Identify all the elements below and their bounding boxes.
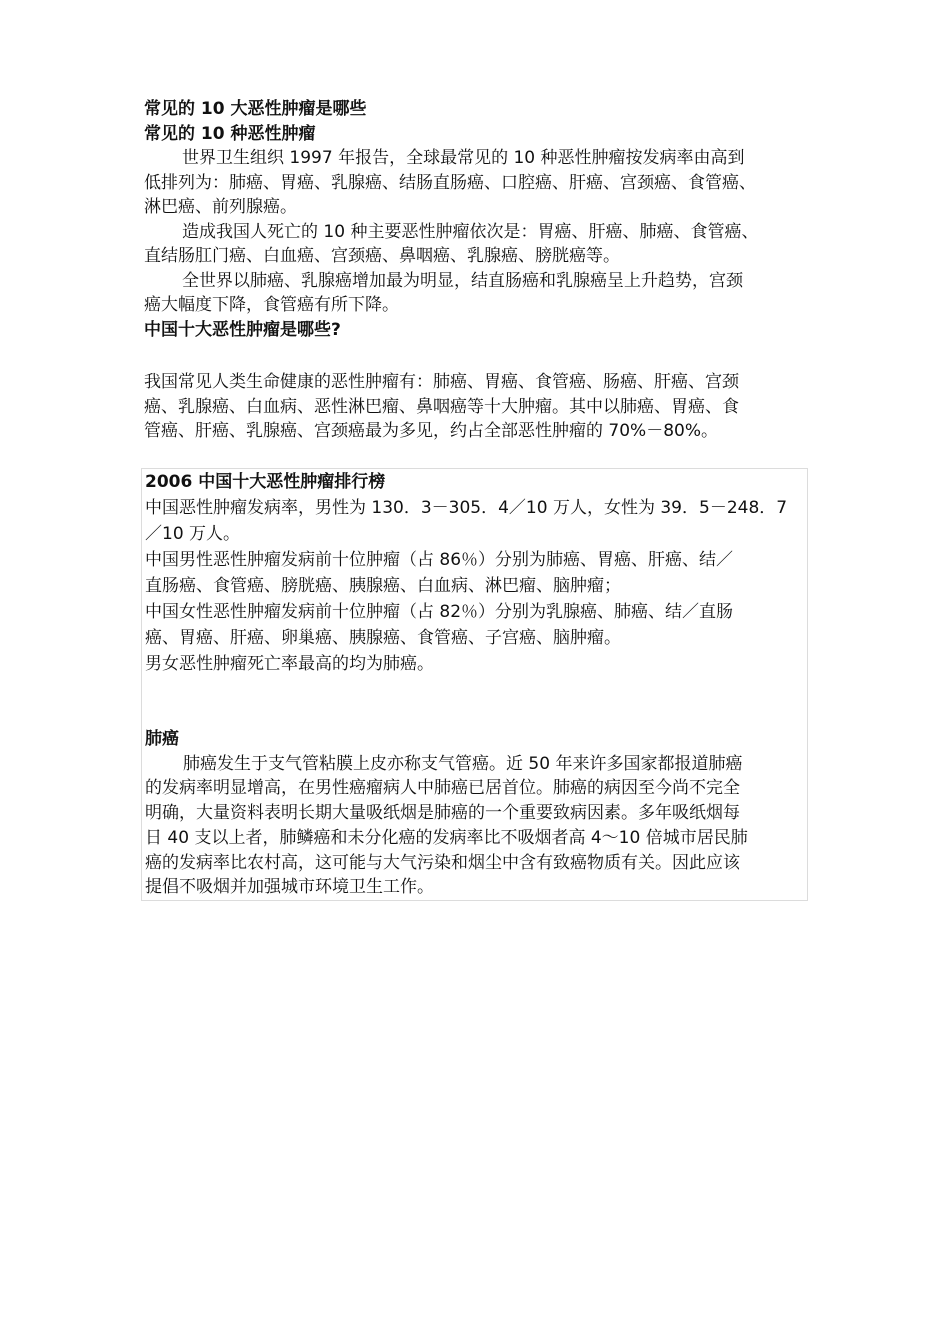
intro-section [144, 97, 824, 342]
document-subtitle: 常见的 10 种恶性肿瘤 [144, 123, 316, 144]
paragraph-line: 癌、乳腺癌、白血病、恶性淋巴瘤、鼻咽癌等十大肿瘤。其中以肺癌、胃癌、食 [144, 396, 739, 417]
paragraph-line: 淋巴癌、前列腺癌。 [144, 197, 297, 217]
ranking-line: 癌、胃癌、肝癌、卵巢癌、胰腺癌、食管癌、子宫癌、脑肿瘤。 [145, 628, 621, 648]
ranking-line: 中国男性恶性肿瘤发病前十位肿瘤（占 86％）分别为肺癌、胃癌、肝癌、结／ [145, 550, 734, 570]
ranking-content [145, 469, 810, 677]
ranking-line: ／10 万人。 [145, 524, 241, 544]
ranking-line: 直肠癌、食管癌、膀胱癌、胰腺癌、白血病、淋巴瘤、脑肿瘤； [145, 576, 621, 596]
ranking-line: 男女恶性肿瘤死亡率最高的均为肺癌。 [145, 654, 434, 674]
paragraph-line: 造成我国人死亡的 10 种主要恶性肿瘤依次是：胃癌、肝癌、肺癌、食管癌、 [182, 221, 759, 242]
lung-cancer-section [145, 727, 810, 900]
ranking-heading: 2006 中国十大恶性肿瘤排行榜 [145, 472, 386, 492]
ranking-line: 中国恶性肿瘤发病率，男性为 130．3－305．4／10 万人，女性为 39．5－248．7 [145, 498, 788, 518]
ranking-line: 中国女性恶性肿瘤发病前十位肿瘤（占 82％）分别为乳腺癌、肺癌、结／直肠 [145, 602, 734, 622]
lung-cancer-heading: 肺癌 [145, 729, 179, 749]
ranking-box [141, 468, 808, 901]
lung-line: 的发病率明显增高，在男性癌瘤病人中肺癌已居首位。肺癌的病因至今尚不完全 [145, 778, 740, 799]
paragraph-line: 世界卫生组织 1997 年报告，全球最常见的 10 种恶性肿瘤按发病率由高到 [182, 148, 745, 168]
paragraph-line: 全世界以肺癌、乳腺癌增加最为明显，结直肠癌和乳腺癌呈上升趋势，宫颈 [182, 270, 743, 291]
china-common-section [144, 370, 824, 444]
lung-line: 提倡不吸烟并加强城市环境卫生工作。 [145, 877, 434, 898]
lung-line: 明确，大量资料表明长期大量吸纸烟是肺癌的一个重要致病因素。多年吸纸烟每 [145, 803, 740, 824]
paragraph-line: 直结肠肛门癌、白血癌、宫颈癌、鼻咽癌、乳腺癌、膀胱癌等。 [144, 246, 620, 266]
paragraph-line: 癌大幅度下降，食管癌有所下降。 [144, 295, 399, 315]
lung-line: 癌的发病率比农村高，这可能与大气污染和烟尘中含有致癌物质有关。因此应该 [145, 852, 740, 873]
paragraph-line: 低排列为：肺癌、胃癌、乳腺癌、结肠直肠癌、口腔癌、肝癌、宫颈癌、食管癌、 [144, 172, 756, 193]
lung-line: 日 40 支以上者，肺鳞癌和未分化癌的发病率比不吸烟者高 4～10 倍城市居民肺 [145, 827, 748, 848]
section-heading: 中国十大恶性肿瘤是哪些? [144, 319, 341, 340]
document-title: 常见的 10 大恶性肿瘤是哪些 [144, 99, 367, 119]
paragraph-line: 管癌、肝癌、乳腺癌、宫颈癌最为多见，约占全部恶性肿瘤的 70%－80%。 [144, 421, 718, 441]
paragraph-line: 我国常见人类生命健康的恶性肿瘤有：肺癌、胃癌、食管癌、肠癌、肝癌、宫颈 [144, 372, 739, 392]
lung-line: 肺癌发生于支气管粘膜上皮亦称支气管癌。近 50 年来许多国家都报道肺癌 [183, 753, 743, 774]
